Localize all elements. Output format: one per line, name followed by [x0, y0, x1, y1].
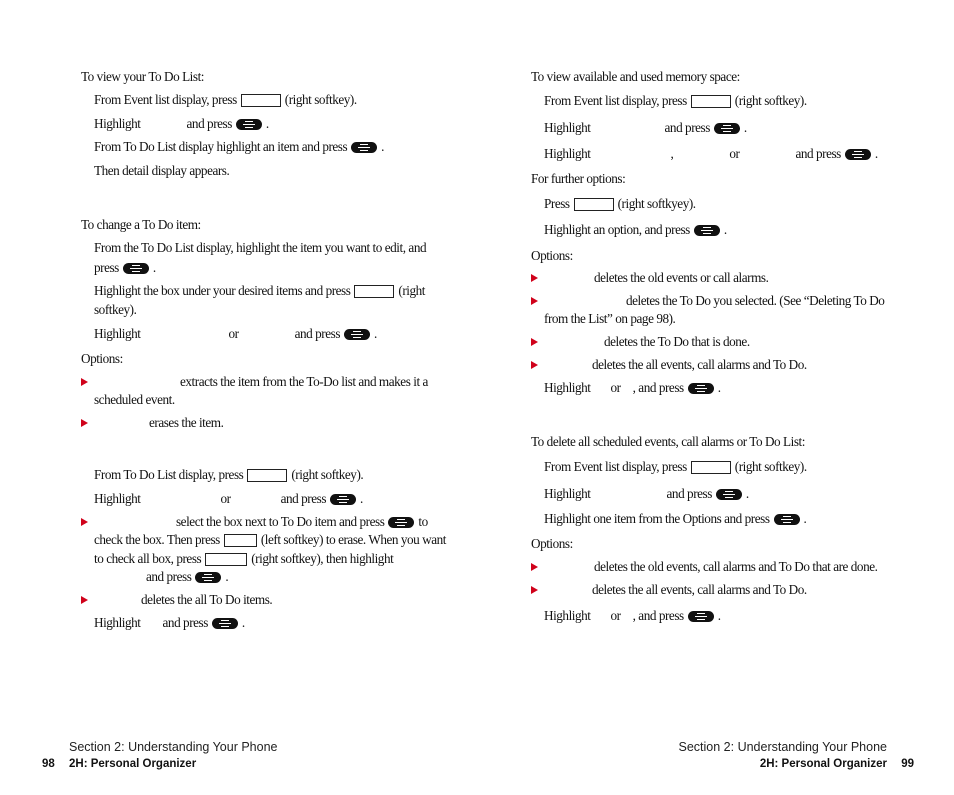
- footer-right-page-number: 99: [901, 758, 914, 770]
- right-option-2-cont: from the List” on page 98).: [544, 311, 676, 326]
- menu-ok-icon: [212, 618, 238, 629]
- change-step-1-cont: press .: [94, 260, 156, 275]
- view-todo-heading: To view your To Do List:: [81, 69, 205, 84]
- bullet-arrow-icon: [531, 297, 538, 305]
- menu-ok-icon: [694, 225, 720, 236]
- menu-ok-icon: [344, 329, 370, 340]
- change-step-2-cont: softkey).: [94, 302, 137, 317]
- footer-left-section: Section 2: Understanding Your Phone: [69, 740, 278, 754]
- erase-option-1-cont: check the box. Then press (left softkey) to erase. When you want: [94, 532, 447, 547]
- bullet-arrow-icon: [81, 596, 88, 604]
- menu-ok-icon: [774, 514, 800, 525]
- delete-step-4: Highlight or , and press .: [544, 608, 721, 623]
- menu-ok-icon: [330, 494, 356, 505]
- bullet-arrow-icon: [81, 518, 88, 526]
- erase-step-1: From To Do List display, press (right softkey).: [94, 467, 364, 482]
- bullet-arrow-icon: [531, 274, 538, 282]
- bullet-arrow-icon: [531, 586, 538, 594]
- right-softkey-icon: [691, 95, 731, 108]
- right-option-1: deletes the old events or call alarms.: [531, 270, 768, 286]
- option-2: erases the item.: [81, 415, 223, 431]
- bullet-arrow-icon: [81, 419, 88, 427]
- menu-ok-icon: [845, 149, 871, 160]
- right-softkey-icon: [241, 94, 281, 107]
- view-step-3: From To Do List display highlight an item and press .: [94, 139, 385, 154]
- erase-option-1-cont3: and press .: [146, 569, 229, 584]
- change-step-1: From the To Do List display, highlight the item you want to edit, and: [94, 240, 427, 255]
- view-step-1: From Event list display, press (right softkey).: [94, 92, 357, 107]
- menu-ok-icon: [688, 383, 714, 394]
- right-softkey-icon: [247, 469, 287, 482]
- menu-ok-icon: [688, 611, 714, 622]
- bullet-arrow-icon: [81, 378, 88, 386]
- delete-step-3: Highlight one item from the Options and press .: [544, 511, 807, 526]
- further-step-2: Highlight an option, and press .: [544, 222, 727, 237]
- memory-step-1: From Event list display, press (right softkey).: [544, 93, 807, 108]
- bullet-arrow-icon: [531, 361, 538, 369]
- memory-step-2: Highlight and press .: [544, 120, 747, 135]
- delete-heading: To delete all scheduled events, call alarms or To Do List:: [531, 434, 805, 449]
- menu-ok-icon: [351, 142, 377, 153]
- right-softkey-icon: [691, 461, 731, 474]
- right-option-3: deletes the To Do that is done.: [531, 334, 750, 350]
- further-step-1: Press (right softkyey).: [544, 196, 696, 211]
- menu-ok-icon: [714, 123, 740, 134]
- left-softkey-icon: [224, 534, 257, 547]
- footer-right-section: Section 2: Understanding Your Phone: [678, 740, 887, 754]
- menu-ok-icon: [236, 119, 262, 130]
- change-todo-heading: To change a To Do item:: [81, 217, 201, 232]
- option-1: extracts the item from the To-Do list and makes it a: [81, 374, 428, 390]
- delete-step-2: Highlight and press .: [544, 486, 749, 501]
- bullet-arrow-icon: [531, 563, 538, 571]
- option-1-cont: scheduled event.: [94, 392, 175, 407]
- erase-step-3: Highlight and press .: [94, 615, 245, 630]
- footer-left-chapter: 2H: Personal Organizer: [69, 758, 197, 770]
- right-softkey-icon: [205, 553, 247, 566]
- menu-ok-icon: [716, 489, 742, 500]
- erase-option-2: deletes the all To Do items.: [81, 592, 272, 608]
- menu-ok-icon: [388, 517, 414, 528]
- erase-option-1-cont2: to check all box, press (right softkey), then highlight: [94, 551, 394, 566]
- footer-left-page-number: 98: [42, 758, 55, 770]
- delete-option-1: deletes the old events, call alarms and To Do that are done.: [531, 559, 877, 575]
- right-option-2: deletes the To Do you selected. (See “Deleting To Do: [531, 293, 884, 309]
- change-step-3: Highlight or and press .: [94, 326, 377, 341]
- options-label-right: Options:: [531, 248, 573, 263]
- bullet-arrow-icon: [531, 338, 538, 346]
- menu-ok-icon: [195, 572, 221, 583]
- delete-option-2: deletes the all events, call alarms and To Do.: [531, 582, 807, 598]
- erase-step-2: Highlight or and press .: [94, 491, 363, 506]
- view-step-2: Highlight and press .: [94, 116, 269, 131]
- right-softkey-icon: [354, 285, 394, 298]
- right-softkey-icon: [574, 198, 614, 211]
- footer-right-chapter: 2H: Personal Organizer: [759, 758, 887, 770]
- change-step-2: Highlight the box under your desired items and press (right: [94, 283, 426, 298]
- further-options-label: For further options:: [531, 171, 626, 186]
- options-label-right-2: Options:: [531, 536, 573, 551]
- memory-step-3: Highlight , or and press .: [544, 146, 878, 161]
- right-option-4: deletes the all events, call alarms and To Do.: [531, 357, 807, 373]
- right-highlight-step: Highlight or , and press .: [544, 380, 721, 395]
- memory-heading: To view available and used memory space:: [531, 69, 740, 84]
- menu-ok-icon: [123, 263, 149, 274]
- erase-option-1: select the box next to To Do item and press to: [81, 514, 428, 530]
- options-label: Options:: [81, 351, 123, 366]
- delete-step-1: From Event list display, press (right softkey).: [544, 459, 807, 474]
- view-step-4: Then detail display appears.: [94, 163, 230, 178]
